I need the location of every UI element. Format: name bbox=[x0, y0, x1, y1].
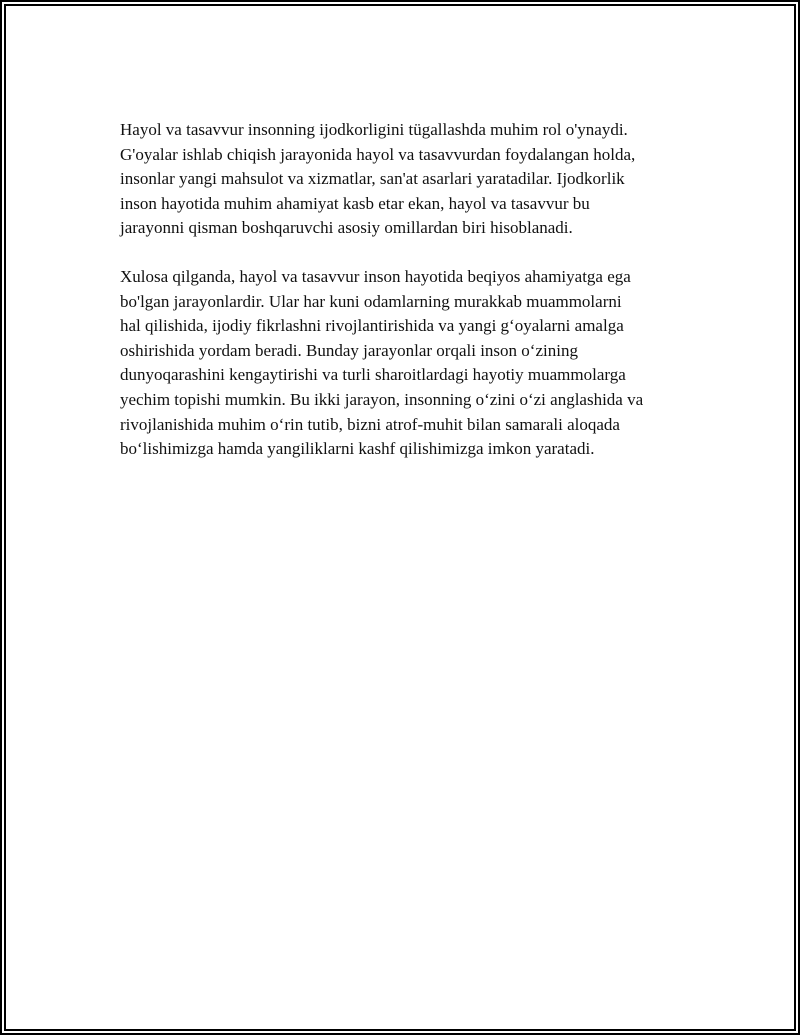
text-line: hal qilishida, ijodiy fikrlashni rivojlantirishida va yangi g‘oyalarni amalga bbox=[120, 316, 624, 336]
text-line: bo‘lishimizga hamda yangiliklarni kashf qilishimizga imkon yaratadi. bbox=[120, 439, 595, 459]
document-body bbox=[120, 118, 700, 462]
text-line: G'oyalar ishlab chiqish jarayonida hayol va tasavvurdan foydalangan holda, bbox=[120, 144, 636, 164]
paragraph bbox=[120, 265, 700, 462]
text-line: jarayonni qisman boshqaruvchi asosiy omillardan biri hisoblanadi. bbox=[120, 218, 573, 238]
paragraph bbox=[120, 118, 700, 241]
text-line: rivojlanishida muhim o‘rin tutib, bizni atrof-muhit bilan samarali aloqada bbox=[120, 414, 620, 434]
text-line: inson hayotida muhim ahamiyat kasb etar ekan, hayol va tasavvur bu bbox=[120, 193, 590, 213]
text-line: Hayol va tasavvur insonning ijodkorligini tügallashda muhim rol o'ynaydi. bbox=[120, 120, 628, 139]
text-line: dunyoqarashini kengaytirishi va turli sharoitlardagi hayotiy muammolarga bbox=[120, 365, 626, 385]
text-line: yechim topishi mumkin. Bu ikki jarayon, insonning o‘zini o‘zi anglashida va bbox=[120, 389, 644, 409]
text-line: Xulosa qilganda, hayol va tasavvur inson hayotida beqiyos ahamiyatga ega bbox=[120, 266, 631, 286]
text-line: insonlar yangi mahsulot va xizmatlar, san'at asarlari yaratadilar. Ijodkorlik bbox=[120, 169, 625, 189]
text-line: bo'lgan jarayonlardir. Ular har kuni odamlarning murakkab muammolarni bbox=[120, 291, 622, 311]
text-line: oshirishida yordam beradi. Bunday jarayonlar orqali inson o‘zining bbox=[120, 340, 578, 360]
